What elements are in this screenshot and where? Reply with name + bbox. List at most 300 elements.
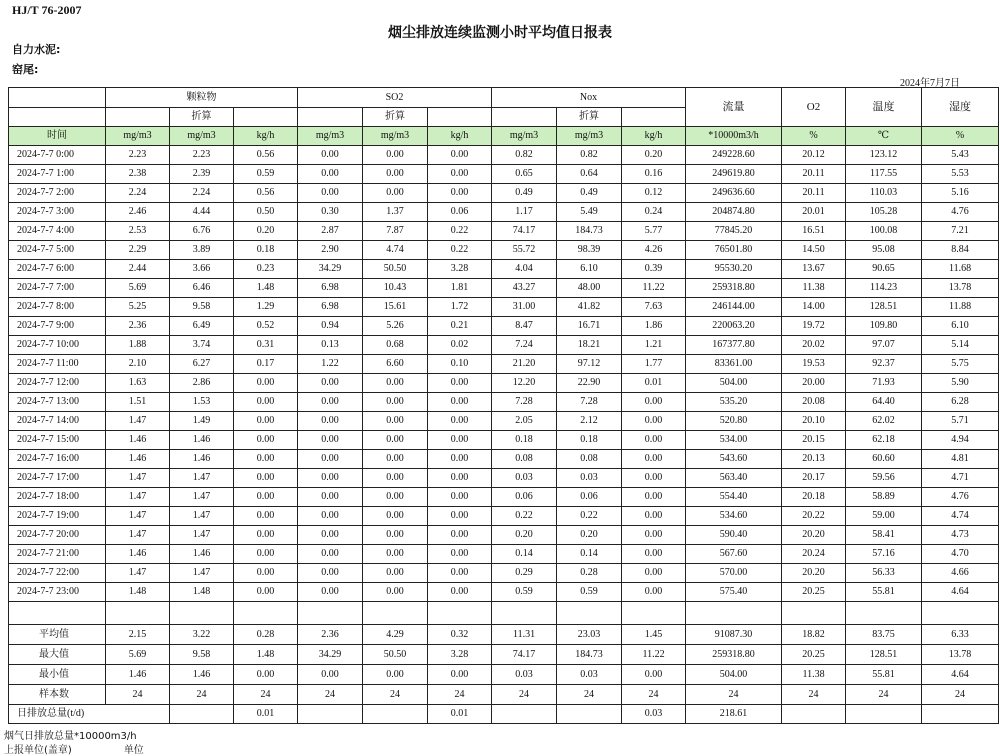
data-cell: 0.00	[363, 374, 428, 393]
data-cell: 0.03	[557, 469, 622, 488]
data-cell: 0.00	[622, 431, 686, 450]
table-row	[9, 184, 999, 203]
time-cell: 2024-7-7 10:00	[9, 336, 106, 355]
table-row	[9, 526, 999, 545]
data-cell: 20.13	[782, 450, 846, 469]
data-cell: 6.76	[170, 222, 234, 241]
data-cell: 0.12	[622, 184, 686, 203]
data-cell: 128.51	[846, 298, 922, 317]
data-cell: 0.20	[622, 146, 686, 165]
unit-cell: %	[922, 127, 999, 146]
table-row	[9, 545, 999, 564]
stat-row	[9, 685, 999, 705]
data-cell: 1.47	[170, 507, 234, 526]
data-cell: 56.33	[846, 564, 922, 583]
empty-cell	[9, 602, 106, 625]
stat-cell: 55.81	[846, 665, 922, 685]
empty-cell	[782, 705, 846, 724]
data-cell: 1.86	[622, 317, 686, 336]
data-cell: 0.68	[363, 336, 428, 355]
table-row	[9, 469, 999, 488]
data-cell: 0.00	[234, 450, 298, 469]
data-cell: 590.40	[686, 526, 782, 545]
data-cell: 6.10	[557, 260, 622, 279]
data-cell: 109.80	[846, 317, 922, 336]
data-cell: 0.94	[298, 317, 363, 336]
data-cell: 0.31	[234, 336, 298, 355]
header-time: 时间	[9, 127, 106, 146]
stat-cell: 24	[782, 685, 846, 705]
data-cell: 0.00	[363, 431, 428, 450]
data-cell: 0.29	[492, 564, 557, 583]
empty-cell	[922, 705, 999, 724]
data-cell: 123.12	[846, 146, 922, 165]
empty-cell	[363, 705, 428, 724]
data-cell: 1.48	[106, 583, 170, 602]
table-row	[9, 165, 999, 184]
data-cell: 2.36	[106, 317, 170, 336]
data-cell: 4.76	[922, 488, 999, 507]
unit-cell: %	[782, 127, 846, 146]
data-cell: 0.82	[557, 146, 622, 165]
empty-cell	[686, 602, 782, 625]
data-cell: 1.77	[622, 355, 686, 374]
data-cell: 110.03	[846, 184, 922, 203]
stat-cell: 504.00	[686, 665, 782, 685]
data-cell: 1.22	[298, 355, 363, 374]
data-cell: 0.20	[234, 222, 298, 241]
data-cell: 0.08	[492, 450, 557, 469]
data-cell: 1.29	[234, 298, 298, 317]
data-cell: 1.81	[428, 279, 492, 298]
stat-cell: 13.78	[922, 645, 999, 665]
stat-label: 最大值	[9, 645, 106, 665]
time-cell: 2024-7-7 8:00	[9, 298, 106, 317]
table-row	[9, 279, 999, 298]
data-cell: 4.66	[922, 564, 999, 583]
data-cell: 7.63	[622, 298, 686, 317]
data-cell: 55.81	[846, 583, 922, 602]
data-cell: 0.56	[234, 146, 298, 165]
unit-cell: ℃	[846, 127, 922, 146]
data-cell: 5.71	[922, 412, 999, 431]
empty-cell	[106, 602, 170, 625]
header-temperature: 温度	[846, 88, 922, 127]
stat-cell: 24	[622, 685, 686, 705]
data-cell: 534.60	[686, 507, 782, 526]
data-cell: 0.18	[557, 431, 622, 450]
empty-cell	[846, 705, 922, 724]
data-cell: 0.59	[492, 583, 557, 602]
data-cell: 20.08	[782, 393, 846, 412]
data-cell: 100.08	[846, 222, 922, 241]
data-cell: 50.50	[363, 260, 428, 279]
header-converted: 折算	[170, 108, 234, 127]
data-cell: 0.23	[234, 260, 298, 279]
stat-cell: 0.00	[428, 665, 492, 685]
unit-cell: mg/m3	[106, 127, 170, 146]
data-cell: 2.29	[106, 241, 170, 260]
data-cell: 19.72	[782, 317, 846, 336]
data-cell: 0.00	[234, 469, 298, 488]
data-cell: 567.60	[686, 545, 782, 564]
data-cell: 0.00	[363, 526, 428, 545]
header-blank	[106, 108, 170, 127]
data-cell: 4.64	[922, 583, 999, 602]
group-particulate: 颗粒物	[106, 88, 298, 108]
data-cell: 1.88	[106, 336, 170, 355]
data-cell: 0.49	[492, 184, 557, 203]
stat-cell: 18.82	[782, 625, 846, 645]
time-cell: 2024-7-7 22:00	[9, 564, 106, 583]
stat-cell: 3.28	[428, 645, 492, 665]
data-cell: 2.10	[106, 355, 170, 374]
data-cell: 59.56	[846, 469, 922, 488]
data-cell: 4.94	[922, 431, 999, 450]
table-row	[9, 412, 999, 431]
data-cell: 0.21	[428, 317, 492, 336]
data-cell: 20.10	[782, 412, 846, 431]
stat-cell: 1.45	[622, 625, 686, 645]
data-cell: 4.70	[922, 545, 999, 564]
data-cell: 0.00	[428, 469, 492, 488]
data-cell: 90.65	[846, 260, 922, 279]
data-cell: 2.46	[106, 203, 170, 222]
table-row	[9, 374, 999, 393]
data-cell: 5.49	[557, 203, 622, 222]
data-cell: 20.22	[782, 507, 846, 526]
data-cell: 1.48	[170, 583, 234, 602]
header-blank	[9, 108, 106, 127]
data-cell: 0.00	[622, 393, 686, 412]
standard-code: HJ/T 76-2007	[12, 3, 82, 17]
data-cell: 0.00	[298, 165, 363, 184]
time-cell: 2024-7-7 0:00	[9, 146, 106, 165]
data-cell: 563.40	[686, 469, 782, 488]
table-row	[9, 355, 999, 374]
stat-cell: 2.36	[298, 625, 363, 645]
data-cell: 534.00	[686, 431, 782, 450]
data-cell: 5.53	[922, 165, 999, 184]
data-cell: 105.28	[846, 203, 922, 222]
empty-cell	[557, 705, 622, 724]
data-cell: 2.38	[106, 165, 170, 184]
data-cell: 20.20	[782, 564, 846, 583]
data-cell: 2.12	[557, 412, 622, 431]
data-cell: 20.00	[782, 374, 846, 393]
stat-cell: 50.50	[363, 645, 428, 665]
data-cell: 0.59	[557, 583, 622, 602]
data-cell: 22.90	[557, 374, 622, 393]
table-row	[9, 450, 999, 469]
stat-cell: 6.33	[922, 625, 999, 645]
unit-cell: mg/m3	[557, 127, 622, 146]
stat-cell: 1.46	[170, 665, 234, 685]
stat-cell: 24	[170, 685, 234, 705]
data-cell: 0.00	[234, 431, 298, 450]
data-cell: 520.80	[686, 412, 782, 431]
data-cell: 0.24	[622, 203, 686, 222]
data-cell: 14.00	[782, 298, 846, 317]
time-cell: 2024-7-7 13:00	[9, 393, 106, 412]
data-cell: 1.17	[492, 203, 557, 222]
header-flow: 流量	[686, 88, 782, 127]
stat-cell: 0.32	[428, 625, 492, 645]
data-cell: 0.14	[492, 545, 557, 564]
table-row	[9, 336, 999, 355]
data-cell: 1.47	[170, 564, 234, 583]
stat-cell: 24	[686, 685, 782, 705]
data-cell: 2.86	[170, 374, 234, 393]
table-row	[9, 298, 999, 317]
time-cell: 2024-7-7 2:00	[9, 184, 106, 203]
data-cell: 5.26	[363, 317, 428, 336]
stat-cell: 24	[492, 685, 557, 705]
data-cell: 0.00	[428, 431, 492, 450]
time-cell: 2024-7-7 17:00	[9, 469, 106, 488]
stat-cell: 91087.30	[686, 625, 782, 645]
stat-cell: 9.58	[170, 645, 234, 665]
data-cell: 0.00	[428, 146, 492, 165]
data-cell: 62.18	[846, 431, 922, 450]
data-cell: 97.12	[557, 355, 622, 374]
data-cell: 11.88	[922, 298, 999, 317]
data-cell: 0.00	[298, 374, 363, 393]
data-cell: 0.03	[492, 469, 557, 488]
data-cell: 2.05	[492, 412, 557, 431]
data-cell: 6.98	[298, 298, 363, 317]
data-cell: 0.00	[363, 393, 428, 412]
time-cell: 2024-7-7 9:00	[9, 317, 106, 336]
data-cell: 1.72	[428, 298, 492, 317]
data-cell: 6.46	[170, 279, 234, 298]
data-cell: 8.84	[922, 241, 999, 260]
data-cell: 0.00	[428, 545, 492, 564]
unit-cell: mg/m3	[170, 127, 234, 146]
data-cell: 0.00	[622, 545, 686, 564]
data-cell: 0.00	[234, 507, 298, 526]
data-cell: 4.81	[922, 450, 999, 469]
daily-total-row	[9, 705, 999, 724]
data-cell: 0.82	[492, 146, 557, 165]
stat-cell: 20.25	[782, 645, 846, 665]
data-cell: 0.00	[298, 184, 363, 203]
stat-cell: 74.17	[492, 645, 557, 665]
data-cell: 0.28	[557, 564, 622, 583]
data-cell: 204874.80	[686, 203, 782, 222]
data-cell: 1.46	[170, 431, 234, 450]
data-cell: 0.00	[298, 393, 363, 412]
data-cell: 6.10	[922, 317, 999, 336]
data-cell: 0.14	[557, 545, 622, 564]
data-cell: 4.74	[363, 241, 428, 260]
stat-cell: 24	[846, 685, 922, 705]
data-cell: 0.00	[234, 374, 298, 393]
unit-cell: mg/m3	[363, 127, 428, 146]
stat-cell: 83.75	[846, 625, 922, 645]
empty-cell	[846, 602, 922, 625]
header-humidity: 湿度	[922, 88, 999, 127]
data-cell: 1.46	[170, 545, 234, 564]
stat-label: 最小值	[9, 665, 106, 685]
table-row	[9, 203, 999, 222]
data-cell: 1.47	[106, 469, 170, 488]
unit-label: 单位	[123, 745, 144, 756]
empty-cell	[234, 602, 298, 625]
time-cell: 2024-7-7 16:00	[9, 450, 106, 469]
data-cell: 0.00	[363, 488, 428, 507]
data-cell: 3.28	[428, 260, 492, 279]
unit-cell: kg/h	[234, 127, 298, 146]
data-cell: 6.49	[170, 317, 234, 336]
report-title: 烟尘排放连续监测小时平均值日报表	[388, 25, 612, 41]
data-cell: 0.02	[428, 336, 492, 355]
data-cell: 0.64	[557, 165, 622, 184]
time-cell: 2024-7-7 11:00	[9, 355, 106, 374]
table-row	[9, 222, 999, 241]
company-label: 自力水泥:	[12, 43, 61, 56]
data-cell: 0.20	[492, 526, 557, 545]
header-blank	[428, 108, 492, 127]
data-cell: 5.14	[922, 336, 999, 355]
data-cell: 19.53	[782, 355, 846, 374]
data-cell: 95.08	[846, 241, 922, 260]
data-cell: 4.76	[922, 203, 999, 222]
data-cell: 0.00	[298, 507, 363, 526]
data-cell: 20.02	[782, 336, 846, 355]
data-cell: 1.51	[106, 393, 170, 412]
data-cell: 0.00	[298, 146, 363, 165]
table-row	[9, 260, 999, 279]
stat-cell: 11.38	[782, 665, 846, 685]
table-row	[9, 146, 999, 165]
data-cell: 0.00	[363, 564, 428, 583]
data-cell: 3.74	[170, 336, 234, 355]
data-cell: 0.00	[298, 450, 363, 469]
data-cell: 0.00	[622, 450, 686, 469]
data-cell: 114.23	[846, 279, 922, 298]
stat-cell: 24	[363, 685, 428, 705]
stat-cell: 4.64	[922, 665, 999, 685]
stat-cell: 2.15	[106, 625, 170, 645]
data-cell: 0.00	[234, 583, 298, 602]
data-cell: 0.00	[298, 412, 363, 431]
data-cell: 2.90	[298, 241, 363, 260]
hourly-average-table	[8, 87, 999, 724]
data-cell: 0.00	[428, 507, 492, 526]
data-cell: 0.00	[298, 583, 363, 602]
data-cell: 1.47	[170, 469, 234, 488]
data-cell: 0.01	[622, 374, 686, 393]
data-cell: 0.00	[363, 146, 428, 165]
data-cell: 77845.20	[686, 222, 782, 241]
data-cell: 83361.00	[686, 355, 782, 374]
time-cell: 2024-7-7 7:00	[9, 279, 106, 298]
empty-cell	[298, 602, 363, 625]
data-cell: 5.90	[922, 374, 999, 393]
data-cell: 5.77	[622, 222, 686, 241]
data-cell: 0.50	[234, 203, 298, 222]
empty-cell	[170, 602, 234, 625]
data-cell: 1.37	[363, 203, 428, 222]
header-blank	[9, 88, 106, 108]
data-cell: 97.07	[846, 336, 922, 355]
data-cell: 62.02	[846, 412, 922, 431]
data-cell: 220063.20	[686, 317, 782, 336]
data-cell: 0.00	[363, 469, 428, 488]
data-cell: 0.00	[428, 450, 492, 469]
data-cell: 1.47	[170, 488, 234, 507]
data-cell: 7.87	[363, 222, 428, 241]
data-cell: 0.00	[298, 526, 363, 545]
data-cell: 0.00	[298, 545, 363, 564]
data-cell: 98.39	[557, 241, 622, 260]
data-cell: 259318.80	[686, 279, 782, 298]
data-cell: 0.00	[363, 165, 428, 184]
stat-cell: 0.00	[298, 665, 363, 685]
daily-total-nox: 0.03	[622, 705, 686, 724]
data-cell: 0.00	[363, 583, 428, 602]
data-cell: 1.47	[106, 564, 170, 583]
data-cell: 0.00	[428, 374, 492, 393]
data-cell: 1.46	[170, 450, 234, 469]
daily-total-label: 日排放总量(t/d)	[9, 705, 170, 724]
data-cell: 0.00	[428, 583, 492, 602]
data-cell: 5.25	[106, 298, 170, 317]
data-cell: 3.89	[170, 241, 234, 260]
stat-cell: 0.00	[234, 665, 298, 685]
data-cell: 20.11	[782, 184, 846, 203]
time-cell: 2024-7-7 4:00	[9, 222, 106, 241]
data-cell: 1.47	[106, 412, 170, 431]
data-cell: 1.63	[106, 374, 170, 393]
data-cell: 31.00	[492, 298, 557, 317]
time-cell: 2024-7-7 19:00	[9, 507, 106, 526]
data-cell: 16.51	[782, 222, 846, 241]
data-cell: 95530.20	[686, 260, 782, 279]
footer-note: 烟气日排放总量*10000m3/h	[4, 731, 137, 742]
data-cell: 0.22	[492, 507, 557, 526]
stat-cell: 184.73	[557, 645, 622, 665]
data-cell: 7.28	[557, 393, 622, 412]
data-cell: 5.69	[106, 279, 170, 298]
data-cell: 15.61	[363, 298, 428, 317]
daily-total-particulate: 0.01	[234, 705, 298, 724]
header-converted: 折算	[363, 108, 428, 127]
data-cell: 20.24	[782, 545, 846, 564]
header-blank	[298, 108, 363, 127]
data-cell: 11.38	[782, 279, 846, 298]
data-cell: 13.67	[782, 260, 846, 279]
data-cell: 0.00	[363, 184, 428, 203]
data-cell: 71.93	[846, 374, 922, 393]
stat-cell: 24	[106, 685, 170, 705]
kiln-label: 窑尾:	[12, 63, 39, 76]
data-cell: 2.23	[170, 146, 234, 165]
data-cell: 0.00	[622, 469, 686, 488]
data-cell: 7.24	[492, 336, 557, 355]
stat-cell: 128.51	[846, 645, 922, 665]
daily-total-flow: 218.61	[686, 705, 782, 724]
data-cell: 249636.60	[686, 184, 782, 203]
data-cell: 74.17	[492, 222, 557, 241]
empty-cell	[557, 602, 622, 625]
time-cell: 2024-7-7 15:00	[9, 431, 106, 450]
data-cell: 2.53	[106, 222, 170, 241]
data-cell: 0.00	[363, 412, 428, 431]
table-row	[9, 583, 999, 602]
data-cell: 0.06	[428, 203, 492, 222]
